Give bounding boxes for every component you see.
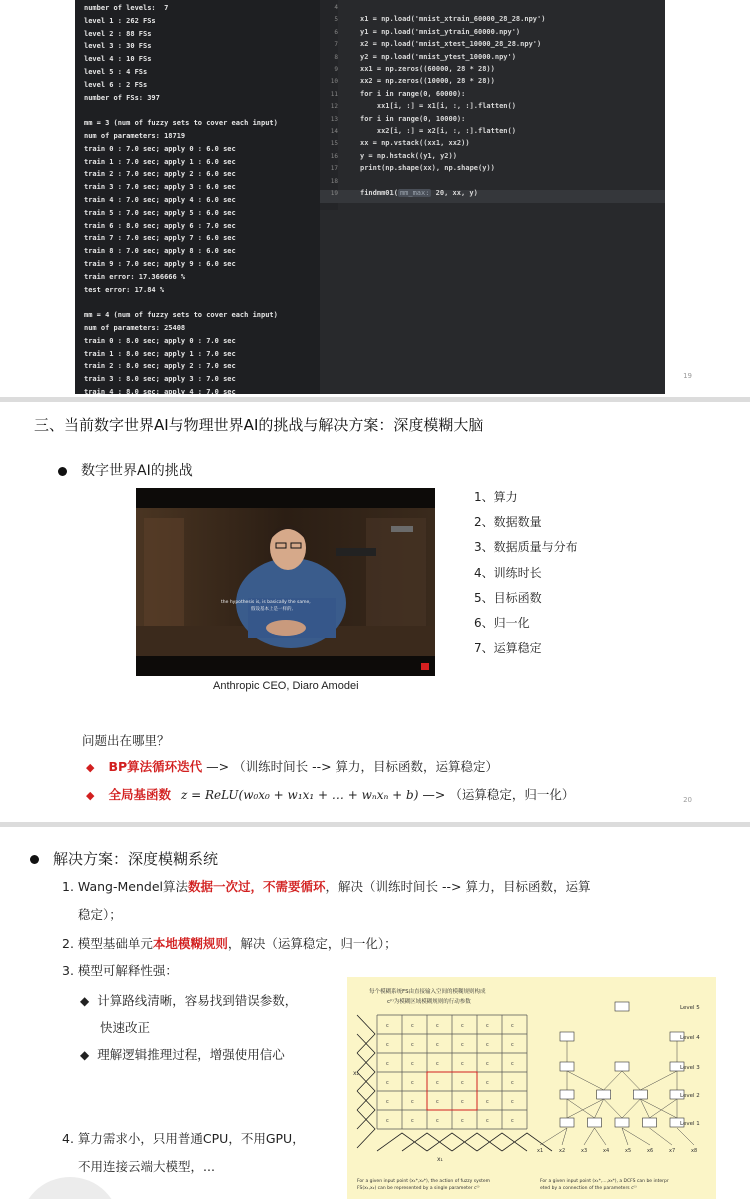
terminal-screenshot xyxy=(75,0,665,394)
video-frame xyxy=(136,488,435,676)
line-number: 12 xyxy=(330,103,338,111)
rule-param: c xyxy=(436,1118,439,1124)
diamond-icon: ◆ xyxy=(80,1048,90,1062)
code-line: xx1 = np.zeros((60000, 28 * 28)) xyxy=(360,65,495,73)
membership-curve xyxy=(402,1133,452,1151)
terminal-line: train 4 : 7.0 sec; apply 4 : 6.0 sec xyxy=(84,195,236,204)
terminal-line: train 0 : 7.0 sec; apply 0 : 6.0 sec xyxy=(84,144,236,153)
sub-item-1: ◆ 计算路线清晰，容易找到错误参数， xyxy=(80,993,298,1008)
terminal-line: level 6 : 2 FSs xyxy=(84,80,148,89)
rule-param: c xyxy=(436,1042,439,1048)
level-label: Level 5 xyxy=(680,1005,700,1011)
level-label: Level 4 xyxy=(680,1035,700,1041)
code-line: print(np.shape(xx), np.shape(y)) xyxy=(360,164,495,173)
input-label: x3 xyxy=(581,1148,588,1154)
tree-edge xyxy=(567,1099,604,1118)
code-line: xx = np.vstack((xx1, xx2)) xyxy=(360,139,470,148)
item-1: 1. Wang-Mendel算法数据一次过，不需要循环，解决（训练时间长 --> 算力，目标函数，运算 xyxy=(62,879,591,894)
tree-edge xyxy=(595,1099,604,1118)
membership-curve xyxy=(377,1133,427,1151)
line-number: 7 xyxy=(334,41,338,49)
rule-param: c xyxy=(511,1023,514,1029)
terminal-line: train 2 : 7.0 sec; apply 2 : 6.0 sec xyxy=(84,170,236,179)
rule-param: c xyxy=(511,1042,514,1048)
code-line: y2 = np.load('mnist_ytest_10000.npy') xyxy=(360,52,516,61)
level-label: Level 3 xyxy=(680,1065,700,1071)
tree-edge xyxy=(604,1071,622,1090)
code-editor xyxy=(320,0,665,394)
line-number: 14 xyxy=(330,128,338,135)
membership-curve xyxy=(357,1053,375,1091)
terminal-line: train 7 : 7.0 sec; apply 7 : 6.0 sec xyxy=(84,234,236,243)
rule-param: c xyxy=(411,1061,414,1067)
rule-param: c xyxy=(411,1042,414,1048)
item-4: 4. 算力需求小，只用普通CPU，不用GPU， xyxy=(62,1131,305,1146)
terminal-line: train 0 : 8.0 sec; apply 0 : 7.0 sec xyxy=(84,336,236,345)
diamond-icon: ◆ xyxy=(80,994,90,1008)
fig-caption-left: For a given input point (x₁*,x₂*), the action of fuzzy system xyxy=(357,1179,491,1184)
tree-edge xyxy=(622,1099,640,1118)
fs-node xyxy=(615,1118,629,1127)
rule-param: c xyxy=(461,1061,464,1067)
terminal-line: mm = 3 (num of fuzzy sets to cover each input) xyxy=(84,119,278,128)
arrow-icon: —> xyxy=(206,759,230,774)
rule-param: c xyxy=(486,1061,489,1067)
tree-edge xyxy=(677,1128,694,1145)
tree-edge xyxy=(650,1128,673,1145)
rule-param: c xyxy=(511,1061,514,1067)
code-line: xx2[i, :] = x2[i, :, :].flatten() xyxy=(360,127,516,135)
code-line: xx2 = np.zeros((10000, 28 * 28)) xyxy=(360,77,495,86)
fig-caption-left-2: FS(x₁,x₂) can be represented by a single parameter c⁽ⁱ⁾ xyxy=(357,1186,480,1191)
code-line: y = np.hstack((y1, y2)) xyxy=(360,151,457,160)
video-image xyxy=(136,488,435,676)
rule-param: c xyxy=(511,1118,514,1124)
fs-node xyxy=(615,1002,629,1011)
rule-param: c xyxy=(436,1080,439,1086)
tree-edge xyxy=(595,1128,607,1145)
challenge-item: 3、数据质量与分布 xyxy=(474,540,578,555)
line-number: 5 xyxy=(334,16,338,24)
fs-node xyxy=(597,1090,611,1099)
rule-param: c xyxy=(436,1061,439,1067)
membership-curve xyxy=(452,1133,502,1151)
problem-2 xyxy=(86,785,574,803)
fs-node xyxy=(588,1118,602,1127)
terminal-line: train 3 : 7.0 sec; apply 3 : 6.0 sec xyxy=(84,183,236,192)
challenge-list xyxy=(474,485,578,661)
tree-edge xyxy=(622,1071,640,1090)
sub-item-2: ◆ 理解逻辑推理过程，增强使用信心 xyxy=(80,1047,285,1062)
rule-param: c xyxy=(486,1118,489,1124)
input-label: x7 xyxy=(669,1148,676,1154)
rule-param: c xyxy=(386,1023,389,1029)
terminal-line: mm = 4 (num of fuzzy sets to cover each input) xyxy=(84,311,278,320)
terminal-line: train 5 : 7.0 sec; apply 5 : 6.0 sec xyxy=(84,208,236,217)
tree-edge xyxy=(622,1128,628,1145)
rule-param: c xyxy=(411,1080,414,1086)
membership-curve xyxy=(477,1133,527,1151)
rule-param: c xyxy=(461,1099,464,1105)
problem-1-text: （训练时间长 --> 算力，目标函数，运算稳定） xyxy=(233,759,499,774)
slide-21 xyxy=(0,827,750,1199)
membership-curve xyxy=(357,1091,375,1129)
terminal-line: number of levels: 7 xyxy=(84,4,169,12)
tree-edge xyxy=(604,1099,622,1118)
video-subtitle-en: the hypothesis is, is basically the same, xyxy=(221,600,311,605)
video-caption: Anthropic CEO, Diaro Amodei xyxy=(213,680,359,692)
fs-node xyxy=(560,1090,574,1099)
formula: z = ReLU(w₀x₀ + w₁x₁ + … + wₙxₙ + b) xyxy=(180,788,419,802)
terminal-line: train 3 : 8.0 sec; apply 3 : 7.0 sec xyxy=(84,375,236,384)
fuzzy-system-figure xyxy=(347,977,716,1199)
terminal-line: level 5 : 4 FSs xyxy=(84,67,148,76)
rule-param: c xyxy=(386,1099,389,1105)
terminal-line: num of parameters: 18719 xyxy=(84,131,186,140)
arrow-icon: —> xyxy=(422,787,446,802)
decorative-circle xyxy=(20,1177,120,1199)
fs-node xyxy=(615,1062,629,1071)
code-line: xx1[i, :] = x1[i, :, :].flatten() xyxy=(360,102,516,111)
terminal-line: num of parameters: 25408 xyxy=(84,323,186,332)
line-number: 17 xyxy=(330,165,338,173)
fig-caption-right-2: eted by a connection of the parameters c⁽ⁱ⁾ xyxy=(540,1186,637,1191)
input-label: x8 xyxy=(691,1148,698,1154)
line-number: 18 xyxy=(330,177,338,185)
terminal-line: train 2 : 8.0 sec; apply 2 : 7.0 sec xyxy=(84,362,236,371)
rule-param: c xyxy=(386,1042,389,1048)
membership-curve xyxy=(357,1034,375,1072)
fig-caption-right: For a given input point (x₁*,...,x₈*), a DCFS can be interpr xyxy=(540,1179,669,1184)
line-number: 11 xyxy=(330,90,338,98)
membership-curve xyxy=(357,1110,375,1148)
terminal-line: train 9 : 7.0 sec; apply 9 : 6.0 sec xyxy=(84,259,236,268)
challenge-item: 7、运算稳定 xyxy=(474,641,542,656)
terminal-line: level 4 : 10 FSs xyxy=(84,55,152,64)
subtitle xyxy=(58,460,193,480)
code-line: findmm01( mm_max: 20, xx, y) xyxy=(360,189,478,197)
level-label: Level 2 xyxy=(680,1093,700,1099)
video-subtitle-cn: 假设基本上是一样的, xyxy=(251,607,293,612)
input-label: x1 xyxy=(537,1148,544,1154)
terminal-line xyxy=(84,104,320,117)
subtitle-text: 数字世界AI的挑战 xyxy=(81,463,193,479)
line-number: 9 xyxy=(334,66,338,73)
rule-param: c xyxy=(386,1061,389,1067)
problem-1 xyxy=(86,757,498,775)
tree-edge xyxy=(640,1099,677,1118)
line-number: 19 xyxy=(330,190,338,197)
problem-2-label: 全局基函数 xyxy=(108,787,171,802)
slide-20 xyxy=(0,402,750,822)
rule-param: c xyxy=(461,1118,464,1124)
fs-node xyxy=(560,1062,574,1071)
fs-node xyxy=(643,1118,657,1127)
axis-x1: x₁ xyxy=(437,1156,443,1163)
challenge-item: 4、训练时长 xyxy=(474,565,542,580)
input-label: x6 xyxy=(647,1148,654,1154)
tree-edge xyxy=(640,1099,649,1118)
line-number: 6 xyxy=(334,28,338,36)
code-line: y1 = np.load('mnist_ytrain_60000.npy') xyxy=(360,27,521,36)
bullet-icon xyxy=(58,467,67,476)
diamond-icon: ◆ xyxy=(86,789,95,802)
question: 问题出在哪里？ xyxy=(82,733,170,748)
sub-item-1-cont: 快速改正 xyxy=(100,1020,151,1035)
rule-param: c xyxy=(386,1080,389,1086)
page-number: 19 xyxy=(683,372,692,380)
terminal-line: level 1 : 262 FSs xyxy=(84,16,156,25)
item-2: 2. 模型基础单元本地模糊规则，解决（运算稳定，归一化）； xyxy=(62,936,397,951)
terminal-line: train 8 : 7.0 sec; apply 8 : 6.0 sec xyxy=(84,247,236,256)
item-1-cont: 稳定）； xyxy=(78,907,122,922)
rule-param: c xyxy=(461,1042,464,1048)
line-number: 15 xyxy=(330,140,338,148)
membership-curve xyxy=(427,1133,477,1151)
tree-edge xyxy=(567,1071,604,1090)
solution-title xyxy=(30,848,218,869)
rule-param: c xyxy=(461,1023,464,1029)
line-number: 13 xyxy=(330,115,338,123)
code-line: x2 = np.load('mnist_xtest_10000_28_28.npy') xyxy=(360,40,542,49)
tree-edge xyxy=(640,1071,677,1090)
code-line: for i in range(0, 10000): xyxy=(360,114,466,123)
terminal-line: train 4 : 8.0 sec; apply 4 : 7.0 sec xyxy=(84,387,236,394)
section-title: 三、当前数字世界AI与物理世界AI的挑战与解决方案：深度模糊大脑 xyxy=(34,416,484,434)
terminal-line: train 6 : 8.0 sec; apply 6 : 7.0 sec xyxy=(84,221,236,230)
challenge-item: 2、数据数量 xyxy=(474,515,542,530)
bullet-icon xyxy=(30,855,39,864)
rule-param: c xyxy=(511,1080,514,1086)
tree-edge xyxy=(650,1099,678,1118)
rule-param: c xyxy=(436,1099,439,1105)
figure-diagram xyxy=(347,977,716,1199)
line-number: 10 xyxy=(330,78,338,86)
rule-param: c xyxy=(486,1023,489,1029)
rule-param: c xyxy=(436,1023,439,1029)
fs-node xyxy=(633,1090,647,1099)
item-3: 3. 模型可解释性强： xyxy=(62,963,178,978)
line-number: 4 xyxy=(334,4,338,11)
fs-node xyxy=(560,1032,574,1041)
fig-title: 每个模糊系统FS由直接输入空间的模糊规则构成 xyxy=(369,989,486,995)
membership-curve xyxy=(357,1072,375,1110)
terminal-line: train 1 : 8.0 sec; apply 1 : 7.0 sec xyxy=(84,349,236,358)
level-label: Level 1 xyxy=(680,1121,700,1127)
rule-param: c xyxy=(411,1023,414,1029)
terminal-line: train error: 17.366666 % xyxy=(84,272,186,281)
param-hint: mm_max: xyxy=(399,189,430,197)
terminal-line: level 3 : 30 FSs xyxy=(84,42,152,51)
rule-param: c xyxy=(511,1099,514,1105)
tree-edge xyxy=(567,1099,595,1118)
challenge-item: 6、归一化 xyxy=(474,616,530,631)
line-number: 16 xyxy=(330,152,338,160)
code-line: for i in range(0, 60000): xyxy=(360,89,466,98)
tree-edge xyxy=(622,1128,650,1145)
challenge-item: 5、目标函数 xyxy=(474,590,542,605)
terminal-line xyxy=(84,296,320,309)
fs-node xyxy=(560,1118,574,1127)
rule-param: c xyxy=(486,1042,489,1048)
terminal-line: level 2 : 88 FSs xyxy=(84,29,152,38)
page-number: 20 xyxy=(683,796,692,804)
line-number: 8 xyxy=(334,53,338,61)
rule-param: c xyxy=(486,1099,489,1105)
terminal-line: number of FSs: 397 xyxy=(84,93,160,102)
challenge-item: 1、算力 xyxy=(474,490,518,504)
rule-param: c xyxy=(486,1080,489,1086)
problem-1-label: BP算法循环迭代 xyxy=(108,759,203,774)
solution-title-text: 解决方案：深度模糊系统 xyxy=(53,850,219,868)
membership-curve xyxy=(357,1015,375,1053)
terminal-line: train 1 : 7.0 sec; apply 1 : 6.0 sec xyxy=(84,157,236,166)
rule-param: c xyxy=(411,1099,414,1105)
input-label: x5 xyxy=(625,1148,632,1154)
rule-param: c xyxy=(461,1080,464,1086)
fig-title-2: c⁽ⁱ⁾为模糊区域模糊规则的行动参数 xyxy=(387,999,471,1005)
terminal-output xyxy=(75,0,320,394)
code-line: x1 = np.load('mnist_xtrain_60000_28_28.npy') xyxy=(360,15,546,24)
diamond-icon: ◆ xyxy=(86,761,95,774)
axis-x2: x₂ xyxy=(353,1070,359,1077)
rule-param: c xyxy=(411,1118,414,1124)
problem-2-text: （运算稳定，归一化） xyxy=(449,787,575,802)
rule-param: c xyxy=(386,1118,389,1124)
item-4-cont: 不用连接云端大模型，... xyxy=(78,1159,215,1174)
input-label: x2 xyxy=(559,1148,566,1154)
slide-19 xyxy=(0,0,750,397)
terminal-line: test error: 17.84 % xyxy=(84,285,165,294)
tree-edge xyxy=(584,1128,595,1145)
input-label: x4 xyxy=(603,1148,610,1154)
